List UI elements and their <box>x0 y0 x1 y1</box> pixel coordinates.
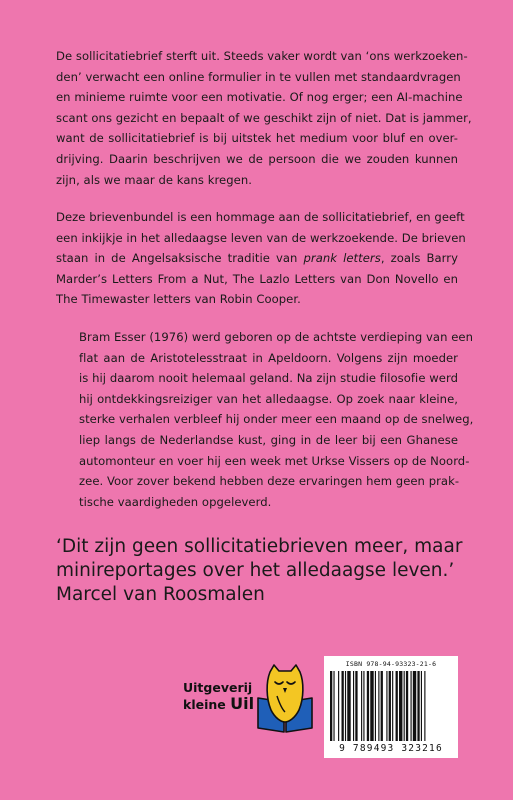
text-line: liep langs de Nederlandse kust, ging in de leer bij een Ghanese <box>79 432 458 447</box>
publisher-name <box>183 680 254 713</box>
barcode-bar <box>396 671 398 741</box>
barcode-bar <box>361 671 362 741</box>
quote-line: ‘Dit zijn geen sollicitatiebrieven meer, maar <box>56 536 463 557</box>
barcode-bar <box>355 671 357 741</box>
text-line: The Timewaster letters van Robin Cooper. <box>56 292 301 307</box>
publisher-line: Uitgeverij <box>183 680 253 695</box>
barcode-bar <box>386 671 387 741</box>
barcode-bar <box>392 671 393 741</box>
publisher-line: kleine <box>183 697 226 712</box>
text-line: want de sollicitatiebrief is bij uitstek het medium voor bluf en over- <box>56 131 458 146</box>
barcode-bar <box>330 671 332 741</box>
barcode-bar <box>421 671 422 741</box>
text-line: Bram Esser (1976) werd geboren op de achtste verdieping van een <box>79 330 473 344</box>
italic-term: prank letters <box>303 251 381 266</box>
barcode-bar <box>389 671 391 741</box>
barcode-bar <box>417 671 419 741</box>
barcode-bar <box>404 671 405 741</box>
barcode-bar <box>363 671 364 741</box>
text-segment: staan in de Angelsaksische traditie van <box>56 251 304 266</box>
owl-on-book-icon <box>255 662 315 734</box>
barcode-bar <box>347 671 350 741</box>
text-line: scant ons gezicht en bepaalt of we geschikt zijn of niet. Dat is jammer, <box>56 110 472 125</box>
text-line: zee. Voor zover bekend hebben deze ervaringen hem geen prak- <box>79 474 460 489</box>
barcode-bars <box>328 671 454 745</box>
text-line: een inkijkje in het alledaagse leven van de werkzoekende. De brieven <box>56 230 466 245</box>
text-line: sterke verhalen verbleef hij onder meer een maand op de snelweg, <box>79 412 474 427</box>
barcode-bar <box>342 671 344 741</box>
quote-attribution: Marcel van Roosmalen <box>56 584 265 605</box>
barcode-bar <box>399 671 402 741</box>
barcode-bar <box>367 671 369 741</box>
text-line: den’ verwacht een online formulier in te vullen met standaardvragen <box>56 69 461 84</box>
barcode-bar <box>345 671 346 741</box>
barcode-bar <box>333 671 334 741</box>
text-line: Marder’s Letters From a Nut, The Lazlo Letters van Don Novello en <box>56 271 458 286</box>
text-line: hij ontdekkingsreiziger van het alledaagse. Op zoek naar kleine, <box>79 391 458 406</box>
text-line <box>56 248 458 269</box>
barcode <box>324 656 458 758</box>
text-line: en minieme ruimte voor een motivatie. Of nog erger; een AI-machine <box>56 90 463 105</box>
review-quote <box>56 535 476 607</box>
barcode-bar <box>411 671 412 741</box>
text-line: is hij daarom nooit helemaal geland. Na zijn studie filosofie werd <box>79 371 458 386</box>
text-line: De sollicitatiebrief sterft uit. Steeds vaker wordt van ‘ons werkzoeken- <box>56 49 468 63</box>
barcode-bar <box>353 671 354 741</box>
publisher-line: Uil <box>230 694 255 713</box>
text-line: zijn, als we maar de kans kregen. <box>56 172 252 187</box>
barcode-bar <box>370 671 373 741</box>
author-bio <box>79 327 474 512</box>
blurb-paragraph-1 <box>56 46 472 190</box>
barcode-digits: 9 789493 323216 <box>339 743 443 754</box>
text-line: tische vaardigheden opgeleverd. <box>79 494 272 509</box>
barcode-bar <box>413 671 416 741</box>
barcode-bar <box>375 671 376 741</box>
blurb-paragraph-2 <box>56 207 466 310</box>
isbn-label: ISBN 978-94-93323-21-6 <box>345 660 437 668</box>
text-line: drijving. Daarin beschrijven we de persoon die we zouden kunnen <box>56 151 458 166</box>
barcode-bar <box>381 671 383 741</box>
barcode-bar <box>378 671 379 741</box>
text-segment: , zoals Barry <box>380 251 458 266</box>
barcode-bar <box>338 671 339 741</box>
barcode-bar <box>424 671 425 741</box>
text-line: automonteur en voer hij een week met Urkse Vissers op de Noord- <box>79 453 470 468</box>
quote-line: minireportages over het alledaagse leven.’ <box>56 560 455 581</box>
barcode-bar <box>406 671 408 741</box>
text-line: flat aan de Aristotelesstraat in Apeldoorn. Volgens zijn moeder <box>79 350 458 365</box>
text-line: Deze brievenbundel is een hommage aan de sollicitatiebrief, en geeft <box>56 210 465 224</box>
